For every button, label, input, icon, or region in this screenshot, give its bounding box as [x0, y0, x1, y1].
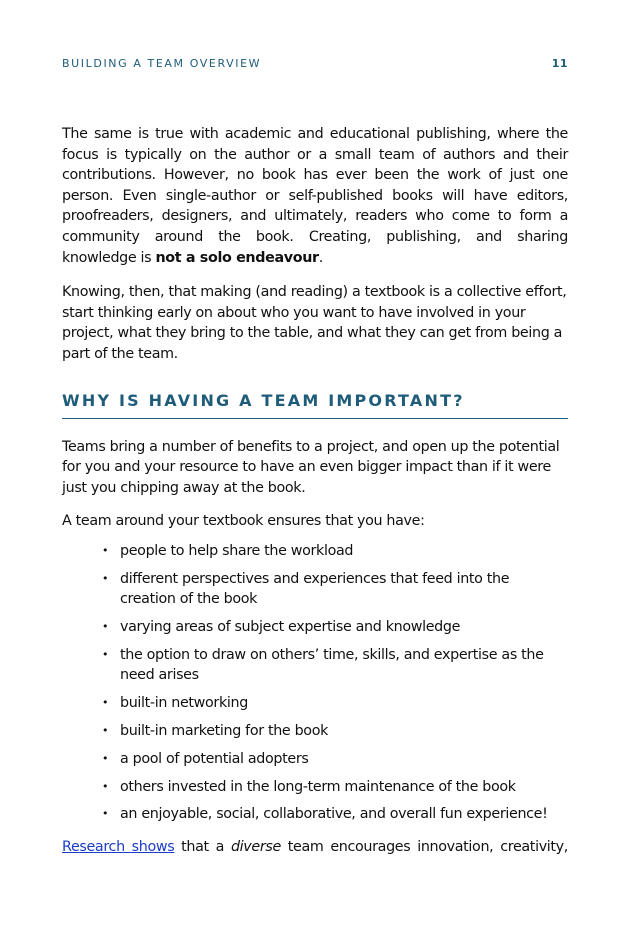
paragraph-collective-effort: Knowing, then, that making (and reading) a textbook is a collective effort, start thinking early on about who you want to have involved in your project, what they bring to the table, and what they can get from being a part of the team.: [62, 284, 567, 362]
list-item: [102, 777, 568, 798]
list-item-text: people to help share the workload: [120, 542, 354, 559]
paragraph-list-intro: A team around your textbook ensures that you have:: [62, 513, 425, 530]
list-item-text: different perspectives and experiences that feed into the creation of the book: [120, 570, 510, 608]
bullet-icon: •: [102, 779, 109, 793]
list-item: [102, 749, 568, 770]
list-item-text: a pool of potential adopters: [120, 750, 309, 767]
benefits-list: [102, 541, 568, 825]
list-item-text: varying areas of subject expertise and knowledge: [120, 619, 461, 636]
bullet-icon: •: [102, 647, 109, 661]
running-header: [62, 55, 568, 71]
emphasis-bold: not a solo endeavour: [155, 249, 319, 266]
paragraph-research: [62, 837, 568, 858]
bullet-icon: •: [102, 724, 109, 737]
bullet-icon: •: [102, 807, 109, 821]
list-item: [102, 541, 568, 562]
list-item: [102, 721, 568, 742]
running-title: BUILDING A TEAM OVERVIEW: [62, 56, 262, 70]
paragraph-end: .: [318, 249, 323, 266]
section-heading-wrap: [62, 391, 568, 419]
research-link[interactable]: Research shows: [62, 838, 175, 855]
list-item-text: an enjoyable, social, collaborative, and overall fun experience!: [120, 806, 548, 823]
bullet-icon: •: [102, 571, 109, 585]
list-item: [102, 804, 568, 825]
list-item-text: built-in networking: [120, 695, 248, 712]
emphasis-italic: diverse: [230, 838, 281, 855]
bullet-icon: •: [102, 751, 109, 765]
section-heading: WHY IS HAVING A TEAM IMPORTANT?: [62, 391, 568, 419]
list-item-text: the option to draw on others’ time, skills, and expertise as the need arises: [120, 646, 544, 684]
bullet-icon: •: [102, 696, 109, 710]
paragraph-publishing: [62, 124, 568, 268]
paragraph-text: that a: [174, 838, 231, 855]
paragraph-text: The same is true with academic and educational publishing, where the focus is typically on the author or a small team of authors and their contributions. However, no book has ever been the work of just one person. Even single-author or self-published books will have editors, proofreaders, designers, and ultimately, readers who come to form a community around the book. Creating, publishing, and sharing knowledge is: [62, 126, 568, 266]
list-item: [102, 645, 568, 686]
list-item-text: built-in marketing for the book: [120, 723, 329, 739]
list-item: [102, 693, 568, 714]
paragraph-benefits: Teams bring a number of benefits to a project, and open up the potential for you and your resource to have an even bigger impact than if it were just you chipping away at the book.: [62, 438, 560, 496]
list-item: [102, 569, 568, 610]
paragraph-text: team encourages innovation, creativity,: [280, 838, 568, 855]
bullet-icon: •: [102, 543, 109, 557]
page-number: 11: [551, 56, 568, 70]
bullet-icon: •: [102, 620, 109, 634]
page-content: [62, 124, 568, 858]
list-item: [102, 617, 568, 638]
list-item-text: others invested in the long-term maintenance of the book: [120, 778, 516, 795]
